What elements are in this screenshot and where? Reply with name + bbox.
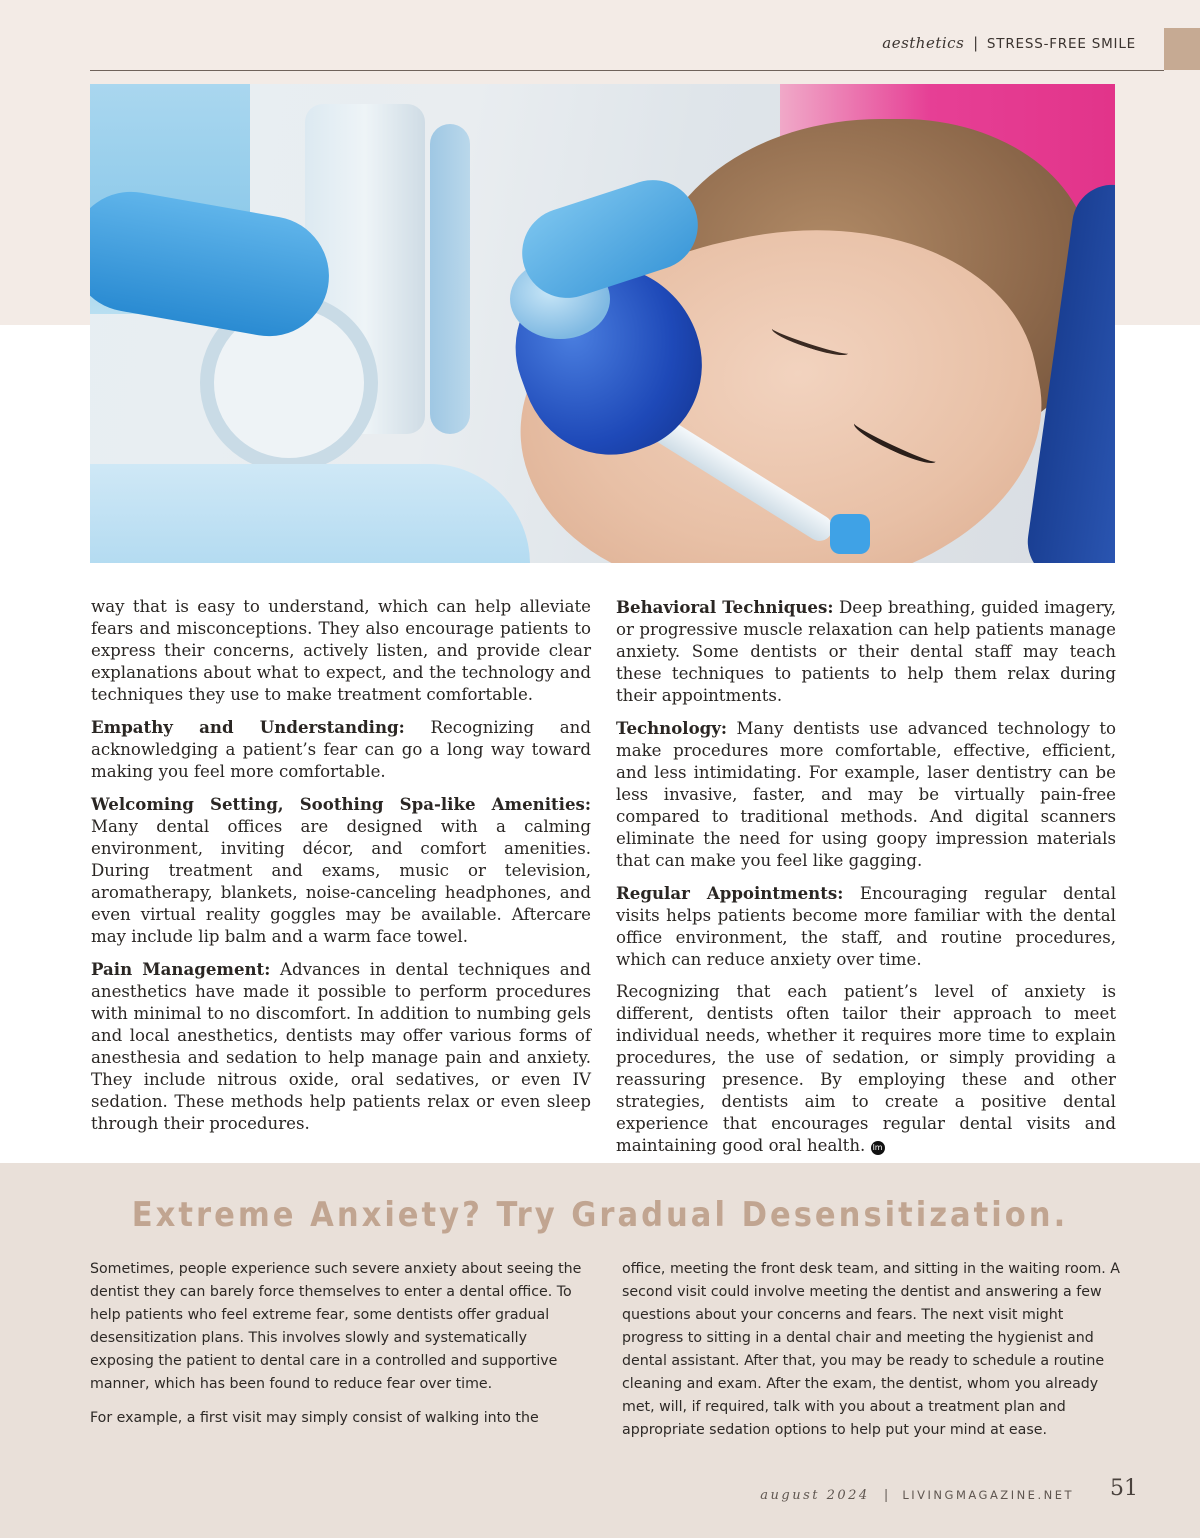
article-paragraph: Behavioral Techniques: Deep breathing, guided imagery, or progressive muscle relaxation can help patients manage anxiety. Some dentists or their dental staff may teach these techniques to patients to help them relax during their appointments. [616,597,1116,705]
article-closing-paragraph: Recognizing that each patient’s level of anxiety is different, dentists often tailor their approach to meet individual needs, whether it requires more time to explain procedures, the use of sedation, or simply providing a reassuring presence. By employing these and other strategies, dentists aim to create a positive dental experience that encourages regular dental visits and maintaining good oral health. lm [616,982,1116,1155]
sidebar-title: Extreme Anxiety? Try Gradual Desensitization. [131,1195,1069,1235]
sidebar-paragraph: Sometimes, people experience such severe anxiety about seeing the dentist they can barely force themselves to enter a dental office. To help patients who feel extreme fear, some dentists offer gradual desensitization plans. This involves slowly and systematically exposing the patient to dental care in a controlled and supportive manner, which has been found to reduce fear over time. [90,1261,582,1392]
footer [760,1488,1074,1503]
issue-date: august 2024 [760,1488,870,1503]
article-intro-paragraph: way that is easy to understand, which can help alleviate fears and misconceptions. They also encourage patients to express their concerns, actively listen, and provide clear explanations about what to expect, and the technology and techniques they use to make treatment comfortable. [91,597,591,704]
article-photo [90,84,1115,563]
page-number: 51 [1110,1476,1138,1501]
sidebar-paragraph: For example, a first visit may simply consist of walking into the [90,1410,539,1426]
section-title: STRESS-FREE SMILE [986,36,1136,52]
section-name: aesthetics [882,34,965,52]
footer-separator: | [883,1488,889,1503]
paragraph-heading: Pain Management: [91,959,271,979]
header-accent-tab [1164,28,1200,70]
article-paragraph: Regular Appointments: Encouraging regular dental visits helps patients become more familiar with the dental office environment, the staff, and routine procedures, which can reduce anxiety over time. [616,883,1116,969]
section-separator: | [973,34,979,52]
article-paragraph: Technology: Many dentists use advanced technology to make procedures more comfortable, effective, efficient, and less intimidating. For example, laser dentistry can be less invasive, faster, and may be virtually pain-free compared to traditional methods. And digital scanners eliminate the need for using goopy impression materials that can make you feel like gagging. [616,718,1116,870]
article-paragraph: Empathy and Understanding: Recognizing and acknowledging a patient’s fear can go a long way toward making you feel more comfortable. [91,717,591,781]
article-paragraph: Welcoming Setting, Soothing Spa-like Amenities: Many dental offices are designed with a calming environment, inviting décor, and comfort amenities. During treatment and exams, music or television, aromatherapy, blankets, noise-canceling headphones, and even virtual reality goggles may be available. Aftercare may include lip balm and a warm face towel. [91,794,591,946]
paragraph-heading: Welcoming Setting, Soothing Spa-like Amenities: [91,794,591,814]
article-paragraph: Pain Management: Advances in dental techniques and anesthetics have made it possible to perform procedures with minimal to no discomfort. In addition to numbing gels and local anesthetics, dentists may offer various forms of anesthesia and sedation to help manage pain and anxiety. They include nitrous oxide, oral sedatives, or even IV sedation. These methods help patients relax or even sleep through their procedures. [91,959,591,1133]
sidebar-left-column [90,1258,590,1441]
sidebar-right-column [622,1258,1122,1453]
sidebar-paragraph: office, meeting the front desk team, and sitting in the waiting room. A second visit could involve meeting the dentist and answering a few questions about your concerns and fears. The next visit might progress to sitting in a dental chair and meeting the hygienist and dental assistant. After that, you may be ready to schedule a routine cleaning and exam. After the exam, the dentist, whom you already met, will, if required, talk with you about a treatment plan and appropriate sedation options to help put your mind at ease. [622,1261,1120,1438]
paragraph-heading: Technology: [616,718,728,738]
section-label [882,34,1136,52]
article-left-column [91,596,591,1145]
paragraph-heading: Behavioral Techniques: [616,597,834,617]
website-link[interactable]: LIVINGMAGAZINE.NET [902,1488,1074,1502]
end-of-article-icon: lm [871,1141,885,1155]
header-rule [90,70,1164,71]
paragraph-heading: Regular Appointments: [616,883,844,903]
article-right-column [616,596,1116,1167]
paragraph-heading: Empathy and Understanding: [91,717,405,737]
